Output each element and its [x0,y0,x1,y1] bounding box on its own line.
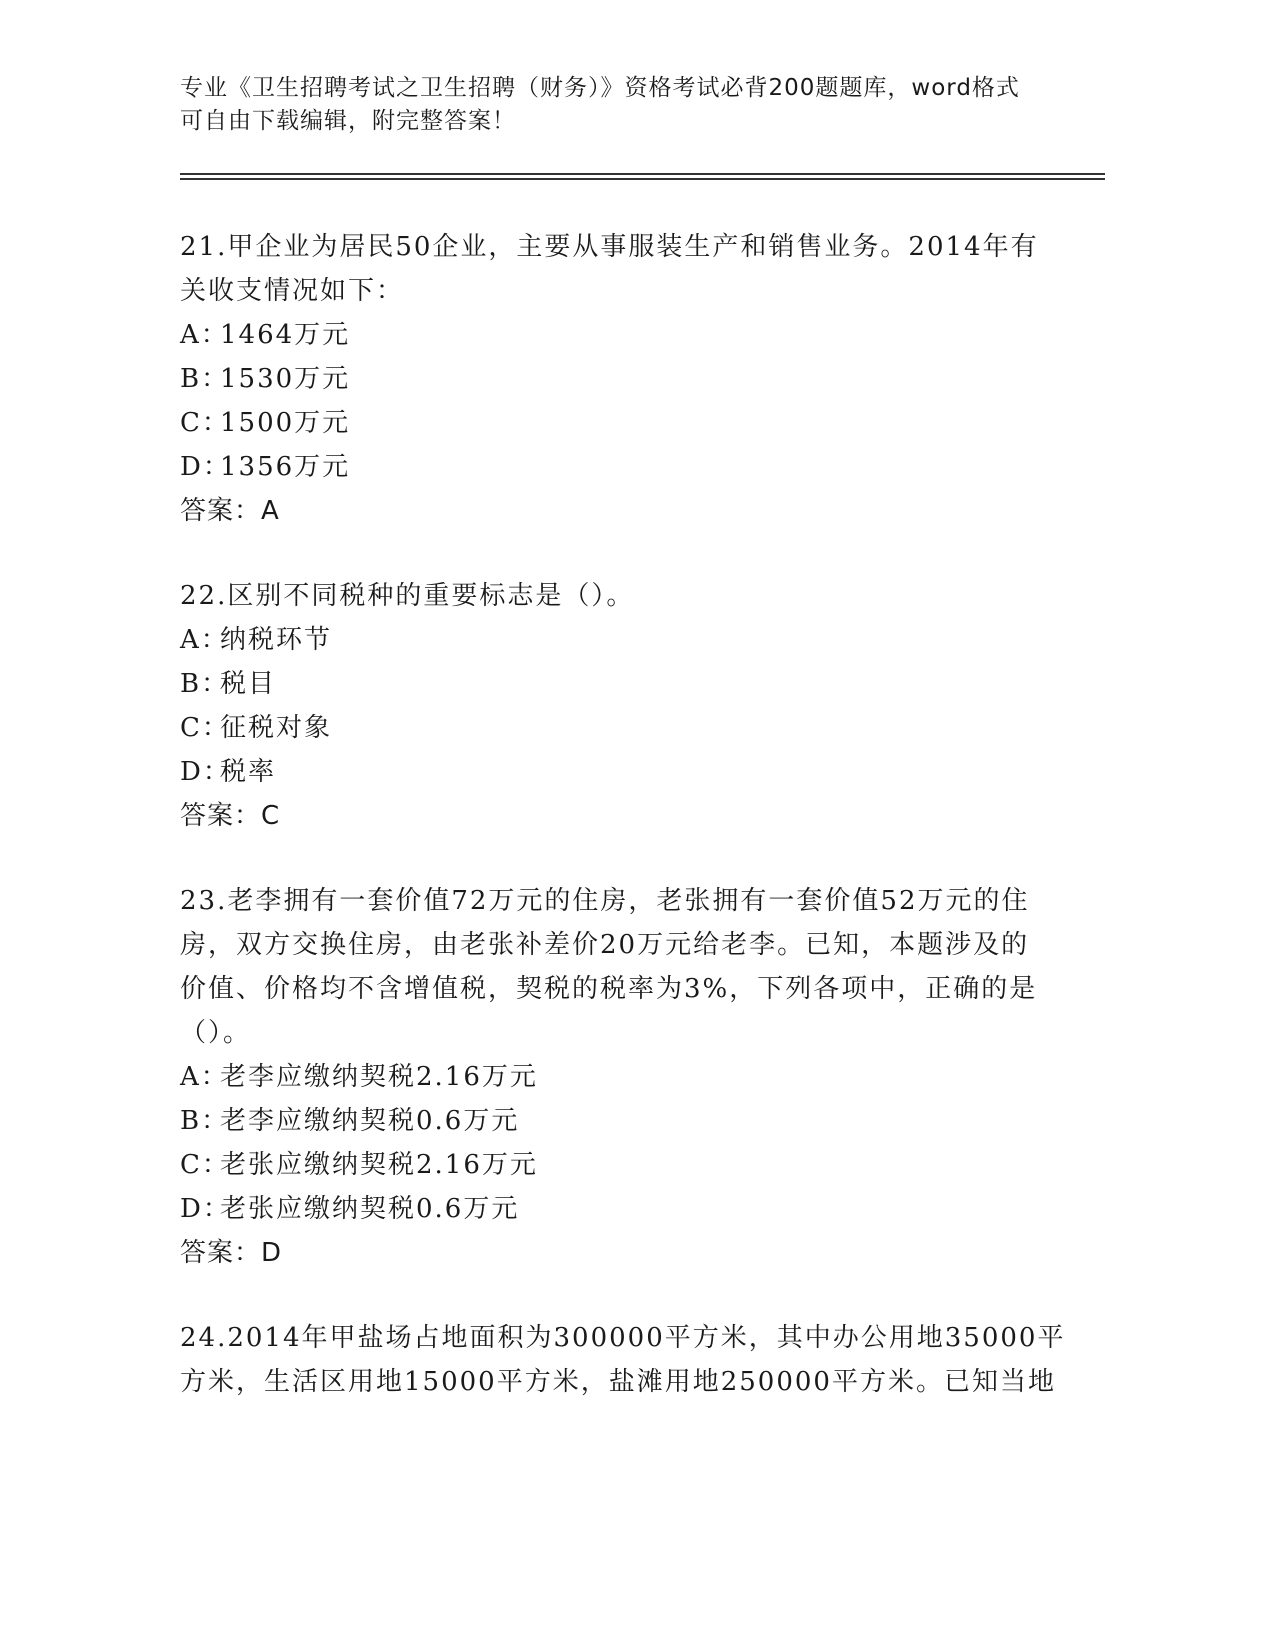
option-letter: A： [180,1062,229,1092]
question-stem-line: 房，双方交换住房，由老张补差价20万元给老李。已知，本题涉及的 [180,930,1030,960]
option-text: 老李应缴纳契税2.16万元 [220,1062,538,1092]
header-divider-bottom [180,178,1105,180]
option-text: 税率 [220,757,277,787]
answer-label: 答案：A [180,496,280,526]
option-letter: A： [180,625,229,655]
option-text: 1356万元 [220,452,351,482]
option-a [180,1055,1060,1099]
option-letter: A： [180,320,229,350]
option-c [180,401,1060,445]
answer-label: 答案：C [180,801,281,831]
answer-label: 答案：D [180,1238,283,1268]
option-text: 老李应缴纳契税0.6万元 [220,1106,520,1136]
question-stem-line: 21.甲企业为居民50企业，主要从事服装生产和销售业务。2014年有 [180,232,1039,262]
question-list [180,225,1066,1445]
question-stem-line: 23.老李拥有一套价值72万元的住房，老张拥有一套价值52万元的住 [180,886,1030,916]
question-stem-line: 关收支情况如下： [180,276,405,306]
question-stem-line: 价值、价格均不含增值税，契税的税率为3%，下列各项中，正确的是 [180,974,1038,1004]
option-letter: D： [180,757,231,787]
document-header [180,72,1060,138]
option-text: 征税对象 [220,713,333,743]
question-stem-line: 方米，生活区用地15000平方米，盐滩用地250000平方米。已知当地 [180,1367,1056,1397]
option-letter: C： [180,1150,230,1180]
header-line: 专业《卫生招聘考试之卫生招聘（财务）》资格考试必背200题题库，word格式 [180,75,1020,101]
option-text: 1464万元 [220,320,351,350]
option-letter: D： [180,452,231,482]
header-line: 可自由下载编辑，附完整答案！ [180,108,516,134]
option-b [180,1099,1060,1143]
option-text: 税目 [220,669,277,699]
option-b [180,357,1060,401]
option-text: 老张应缴纳契税2.16万元 [220,1150,538,1180]
question-stem-line: 24.2014年甲盐场占地面积为300000平方米，其中办公用地35000平 [180,1323,1066,1353]
option-text: 1500万元 [220,408,351,438]
option-text: 1530万元 [220,364,351,394]
option-letter: B： [180,1106,230,1136]
option-c [180,1143,1060,1187]
option-d [180,750,1060,794]
option-d [180,1187,1060,1231]
question-24 [180,1316,1066,1404]
question-22 [180,574,1060,838]
option-text: 纳税环节 [220,625,333,655]
question-21 [180,225,1060,533]
question-stem-line: （）。 [180,1018,252,1048]
option-letter: B： [180,669,230,699]
header-divider-top [180,173,1105,175]
question-23 [180,879,1060,1275]
option-letter: C： [180,713,230,743]
option-c [180,706,1060,750]
question-stem-line: 22.区别不同税种的重要标志是（）。 [180,581,635,611]
option-text: 老张应缴纳契税0.6万元 [220,1194,520,1224]
option-letter: B： [180,364,230,394]
option-b [180,662,1060,706]
option-letter: D： [180,1194,231,1224]
option-d [180,445,1060,489]
option-a [180,313,1060,357]
option-letter: C： [180,408,230,438]
option-a [180,618,1060,662]
